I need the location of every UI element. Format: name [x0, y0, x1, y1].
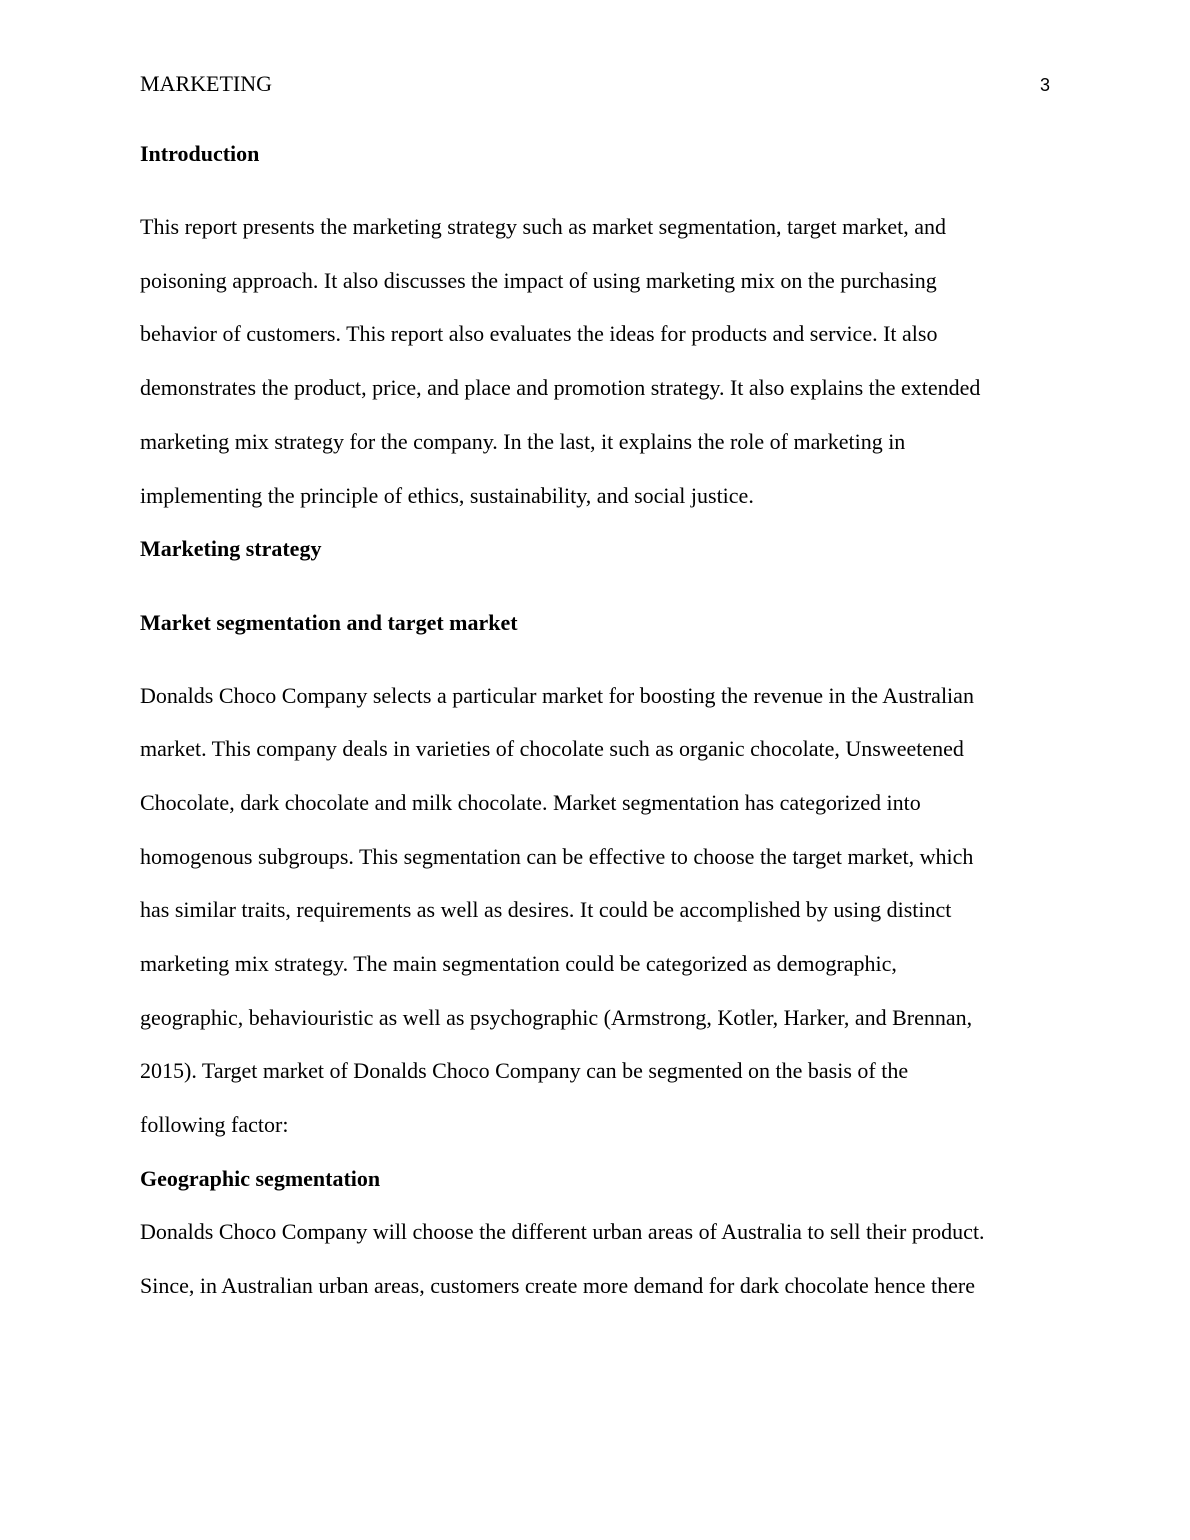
page-number: 3 [1039, 75, 1050, 95]
geographic-line: Donalds Choco Company will choose the different urban areas of Australia to sell their product. [140, 1219, 985, 1244]
introduction-heading: Introduction [140, 141, 260, 166]
running-header: MARKETING [140, 71, 272, 96]
segmentation-line: Chocolate, dark chocolate and milk chocolate. Market segmentation has categorized into [140, 790, 921, 815]
segmentation-line: marketing mix strategy. The main segmentation could be categorized as demographic, [140, 951, 897, 976]
marketing-strategy-heading: Marketing strategy [140, 536, 322, 561]
geographic-heading: Geographic segmentation [140, 1166, 381, 1191]
introduction-line: marketing mix strategy for the company. In the last, it explains the role of marketing in [140, 429, 906, 454]
segmentation-line: 2015). Target market of Donalds Choco Company can be segmented on the basis of the [140, 1058, 909, 1083]
segmentation-line: market. This company deals in varieties of chocolate such as organic chocolate, Unsweetened [140, 736, 964, 761]
segmentation-line: homogenous subgroups. This segmentation can be effective to choose the target market, which [140, 844, 974, 869]
segmentation-line: has similar traits, requirements as well as desires. It could be accomplished by using distinct [140, 897, 952, 922]
introduction-line: poisoning approach. It also discusses the impact of using marketing mix on the purchasing [140, 268, 937, 293]
segmentation-line: geographic, behaviouristic as well as psychographic (Armstrong, Kotler, Harker, and Brennan, [140, 1005, 973, 1030]
introduction-line: This report presents the marketing strategy such as market segmentation, target market, and [140, 214, 947, 239]
segmentation-heading: Market segmentation and target market [140, 610, 518, 635]
segmentation-line: Donalds Choco Company selects a particular market for boosting the revenue in the Australian [140, 683, 974, 708]
introduction-line: implementing the principle of ethics, sustainability, and social justice. [140, 483, 754, 508]
geographic-line: Since, in Australian urban areas, customers create more demand for dark chocolate hence there [140, 1273, 976, 1298]
segmentation-line: following factor: [140, 1112, 289, 1137]
introduction-line: behavior of customers. This report also evaluates the ideas for products and service. It also [140, 321, 938, 346]
introduction-line: demonstrates the product, price, and place and promotion strategy. It also explains the extended [140, 375, 981, 400]
